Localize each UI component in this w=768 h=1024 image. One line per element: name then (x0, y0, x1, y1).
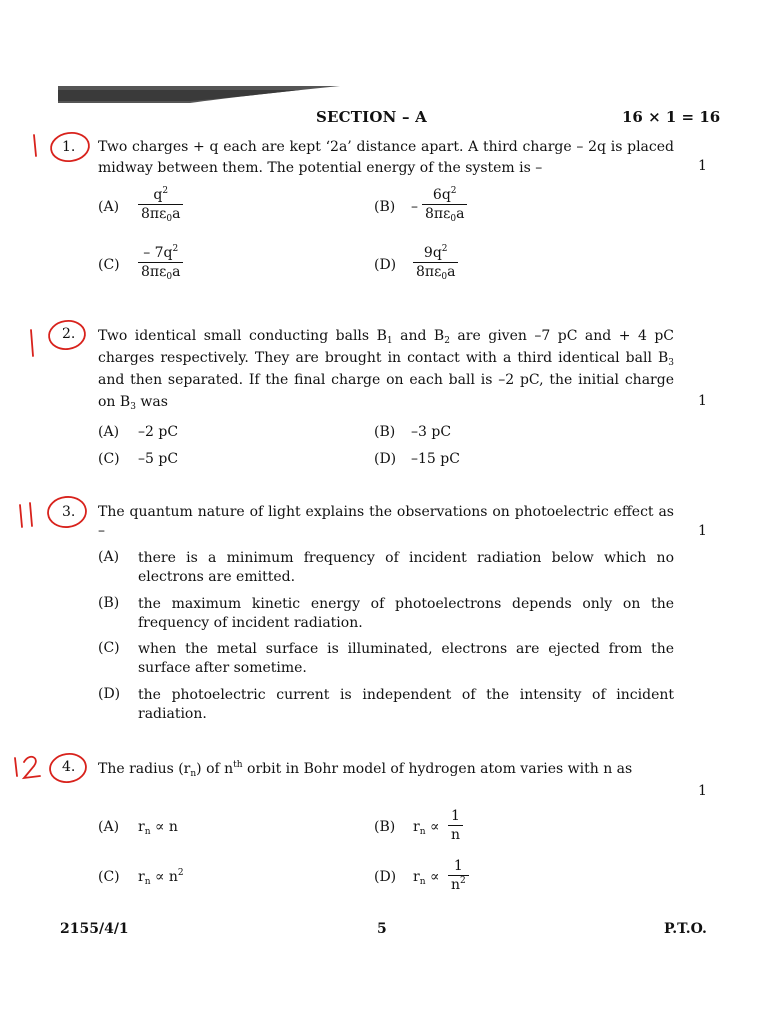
q4-option-a-expr: $r_n \propto n$ (138, 819, 178, 837)
q1-option-a-fraction: $\frac{q^2}{8\pi\varepsilon_0a}$ (138, 186, 183, 223)
q2-option-a-text: –2 pC (138, 424, 179, 440)
question-text-3: The quantum nature of light explains the observations on photoelectric effect as – (98, 504, 674, 539)
q2-option-b-label: (B) (374, 424, 396, 440)
q4-option-c-label: (C) (98, 869, 120, 885)
q3-option-b-label: (B) (98, 595, 120, 611)
q2-option-a-label: (A) (98, 424, 120, 440)
q3-option-b-text: the maximum kinetic energy of photoelectrons depends only on the frequency of incident radiation. (138, 596, 674, 631)
q4-option-b-fraction: $\frac{1}{n}$ (448, 807, 463, 844)
question-mark-3: 1 (698, 523, 707, 539)
q1-option-c-fraction: $\frac{- 7q^2}{8\pi\varepsilon_0a}$ (138, 244, 183, 281)
question-mark-1: 1 (698, 158, 707, 174)
footer-paper-code: 2155/4/1 (60, 921, 129, 937)
q1-option-b-label: (B) (374, 199, 396, 215)
question-text-1: Two charges + q each are kept ‘2a’ distance apart. A third charge – 2q is placed midway between them. The potential energy of the system is – (98, 139, 674, 176)
q4-option-b-lhs: $r_n$ ∝ (413, 819, 440, 837)
question-number-1: 1. (62, 139, 76, 155)
q4-option-d-label: (D) (374, 869, 397, 885)
annotation-score-q3 (20, 503, 32, 527)
question-number-4: 4. (62, 759, 76, 775)
question-text-4: The radius $(r_n)$ of $n^{th}$ orbit in Bohr model of hydrogen atom varies with n as (98, 760, 633, 779)
q4-option-a-label: (A) (98, 819, 120, 835)
q1-option-d-label: (D) (374, 257, 397, 273)
q2-option-d-label: (D) (374, 451, 397, 467)
q3-option-d-text: the photoelectric current is independent of the intensity of incident radiation. (138, 687, 674, 722)
q4-option-d-lhs: $r_n$ ∝ (413, 869, 440, 887)
question-mark-2: 1 (698, 393, 707, 409)
question-text-2: Two identical small conducting balls $B_1$ and $B_2$ are given –7 pC and + 4 pC charges respectively. They are brought in contact with a third identical ball $B_3$ and then separated. If the final charge on each ball is –2 pC, the initial charge on $B_3$ was (98, 328, 675, 412)
q2-option-c-text: –5 pC (138, 451, 179, 467)
q1-option-b-sign: – (411, 199, 418, 215)
footer-pto: P.T.O. (664, 921, 707, 937)
question-mark-4: 1 (698, 783, 707, 799)
section-marks: 16 × 1 = 16 (622, 108, 721, 126)
q3-option-a-label: (A) (98, 549, 120, 565)
annotation-score-q2 (31, 330, 33, 356)
question-number-2: 2. (62, 326, 76, 342)
q3-option-d-label: (D) (98, 686, 121, 702)
q4-option-b-label: (B) (374, 819, 396, 835)
q4-option-d-fraction: $\frac{1}{n^2}$ (448, 857, 469, 894)
footer-page-number: 5 (377, 921, 387, 937)
question-number-3: 3. (62, 504, 76, 520)
q3-option-c-label: (C) (98, 640, 120, 656)
q1-option-a-label: (A) (98, 199, 120, 215)
annotation-score-q4 (15, 757, 40, 778)
q3-option-c-text: when the metal surface is illuminated, electrons are ejected from the surface after sometime. (138, 641, 674, 676)
section-title: SECTION – A (316, 108, 427, 126)
q4-option-c-expr: $r_n \propto n^2$ (138, 868, 184, 887)
q3-option-a-text: there is a minimum frequency of incident radiation below which no electrons are emitted. (138, 550, 674, 585)
q2-option-c-label: (C) (98, 451, 120, 467)
q1-option-b-fraction: $\frac{6q^2}{8\pi\varepsilon_0a}$ (422, 186, 467, 223)
annotation-score-q1 (34, 135, 36, 156)
q1-option-c-label: (C) (98, 257, 120, 273)
q2-option-b-text: –3 pC (411, 424, 452, 440)
q2-option-d-text: –15 pC (411, 451, 460, 467)
q1-option-d-fraction: $\frac{9q^2}{8\pi\varepsilon_0a}$ (413, 244, 458, 281)
